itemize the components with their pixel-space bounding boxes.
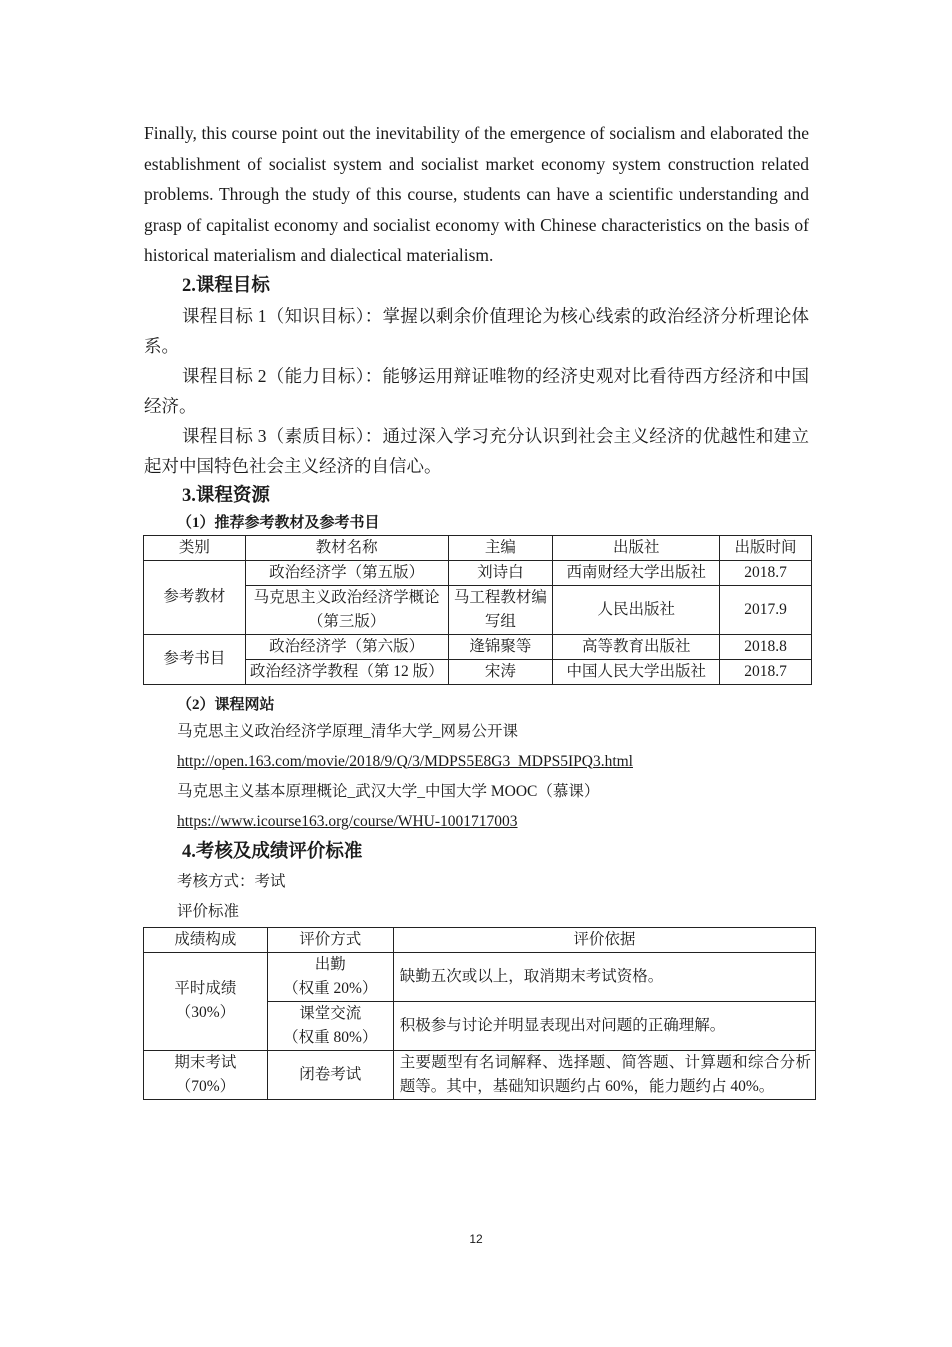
final-method-cell: 闭卷考试 <box>267 1050 393 1099</box>
final-exam-label: 期末考试 <box>174 1053 237 1071</box>
book-name: 马克思主义政治经济学概论（第三版） <box>245 585 448 634</box>
method-weight: （权重 20%） <box>283 979 378 997</box>
category-cell: 参考教材 <box>144 560 246 634</box>
book-date: 2018.8 <box>720 634 812 659</box>
section-heading-goals: 2.课程目标 <box>182 275 270 296</box>
textbook-table <box>143 535 812 685</box>
usual-grade-cell <box>144 952 268 1050</box>
table-header-row <box>144 535 812 560</box>
table-row <box>144 634 812 659</box>
table-row <box>144 560 812 585</box>
book-date: 2018.7 <box>720 560 812 585</box>
website-2-title: 马克思主义基本原理概论_武汉大学_中国大学 MOOC（慕课） <box>177 782 600 800</box>
website-1-title: 马克思主义政治经济学原理_清华大学_网易公开课 <box>177 722 519 740</box>
book-name: 政治经济学（第六版） <box>245 634 448 659</box>
table-row <box>144 1050 816 1099</box>
usual-grade-label: 平时成绩 <box>174 980 237 997</box>
book-name: 政治经济学（第五版） <box>245 560 448 585</box>
header-publisher: 出版社 <box>553 535 720 560</box>
header-category: 类别 <box>144 535 246 560</box>
book-name: 政治经济学教程（第 12 版） <box>245 659 448 684</box>
website-2-link[interactable]: https://www.icourse163.org/course/WHU-1001717003 <box>177 812 518 830</box>
goal-3: 课程目标 3（素质目标）：通过深入学习充分认识到社会主义经济的优越性和建立起对中国特色社会主义经济的自信心。 <box>144 425 809 476</box>
book-editor: 刘诗白 <box>448 560 553 585</box>
assessment-method: 考核方式：考试 <box>177 872 286 890</box>
header-date: 出版时间 <box>720 535 812 560</box>
method-cell <box>267 1001 393 1050</box>
book-publisher: 人民出版社 <box>553 585 720 634</box>
intro-paragraph: Finally, this course point out the inevitability of the emergence of socialism and elaborated the establishment of socialist system and socialist market economy system construction related problems. Through the study of this course, students can have a scientific understanding and grasp of capitalist economy and socialist economy with Chinese characteristics on the basis of historical materialism and dialectical materialism. <box>144 123 809 265</box>
section-heading-resources: 3.课程资源 <box>182 485 270 506</box>
book-publisher: 高等教育出版社 <box>553 634 720 659</box>
book-publisher: 中国人民大学出版社 <box>553 659 720 684</box>
basis-cell: 主要题型有名词解释、选择题、简答题、计算题和综合分析题等。其中，基础知识题约占 60%，能力题约占 40%。 <box>393 1050 815 1099</box>
goal-2: 课程目标 2（能力目标）：能够运用辩证唯物的经济史观对比看待西方经济和中国经济。 <box>144 365 809 416</box>
goal-1: 课程目标 1（知识目标）：掌握以剩余价值理论为核心线索的政治经济分析理论体系。 <box>144 305 809 356</box>
page-number: 12 <box>469 1232 483 1246</box>
method-name: 出勤 <box>314 955 346 973</box>
book-editor: 马工程教材编写组 <box>448 585 553 634</box>
criteria-label: 评价标准 <box>177 902 240 920</box>
assessment-table <box>143 927 816 1100</box>
table-row <box>144 952 816 1001</box>
method-weight: （权重 80%） <box>283 1028 378 1046</box>
header-composition: 成绩构成 <box>144 927 268 952</box>
basis-cell: 积极参与讨论并明显表现出对问题的正确理解。 <box>393 1001 815 1050</box>
basis-cell: 缺勤五次或以上，取消期末考试资格。 <box>393 952 815 1001</box>
method-name: 课堂交流 <box>299 1004 362 1022</box>
section-heading-assessment: 4.考核及成绩评价标准 <box>182 841 363 862</box>
book-editor: 逄锦聚等 <box>448 634 553 659</box>
final-exam-cell <box>144 1050 268 1099</box>
header-editor: 主编 <box>448 535 553 560</box>
book-editor: 宋涛 <box>448 659 553 684</box>
book-publisher: 西南财经大学出版社 <box>553 560 720 585</box>
website-1-link[interactable]: http://open.163.com/movie/2018/9/Q/3/MDPS5E8G3_MDPS5IPQ3.html <box>177 752 633 770</box>
usual-grade-weight: （30%） <box>175 1004 236 1021</box>
document-page <box>144 118 809 1100</box>
subheading-textbooks: （1）推荐参考教材及参考书目 <box>177 514 380 531</box>
category-cell: 参考书目 <box>144 634 246 684</box>
book-date: 2017.9 <box>720 585 812 634</box>
header-basis: 评价依据 <box>393 927 815 952</box>
table-header-row <box>144 927 816 952</box>
header-name: 教材名称 <box>245 535 448 560</box>
book-date: 2018.7 <box>720 659 812 684</box>
subheading-websites: （2）课程网站 <box>177 696 275 713</box>
method-cell <box>267 952 393 1001</box>
header-method: 评价方式 <box>267 927 393 952</box>
final-exam-weight: （70%） <box>175 1077 236 1095</box>
